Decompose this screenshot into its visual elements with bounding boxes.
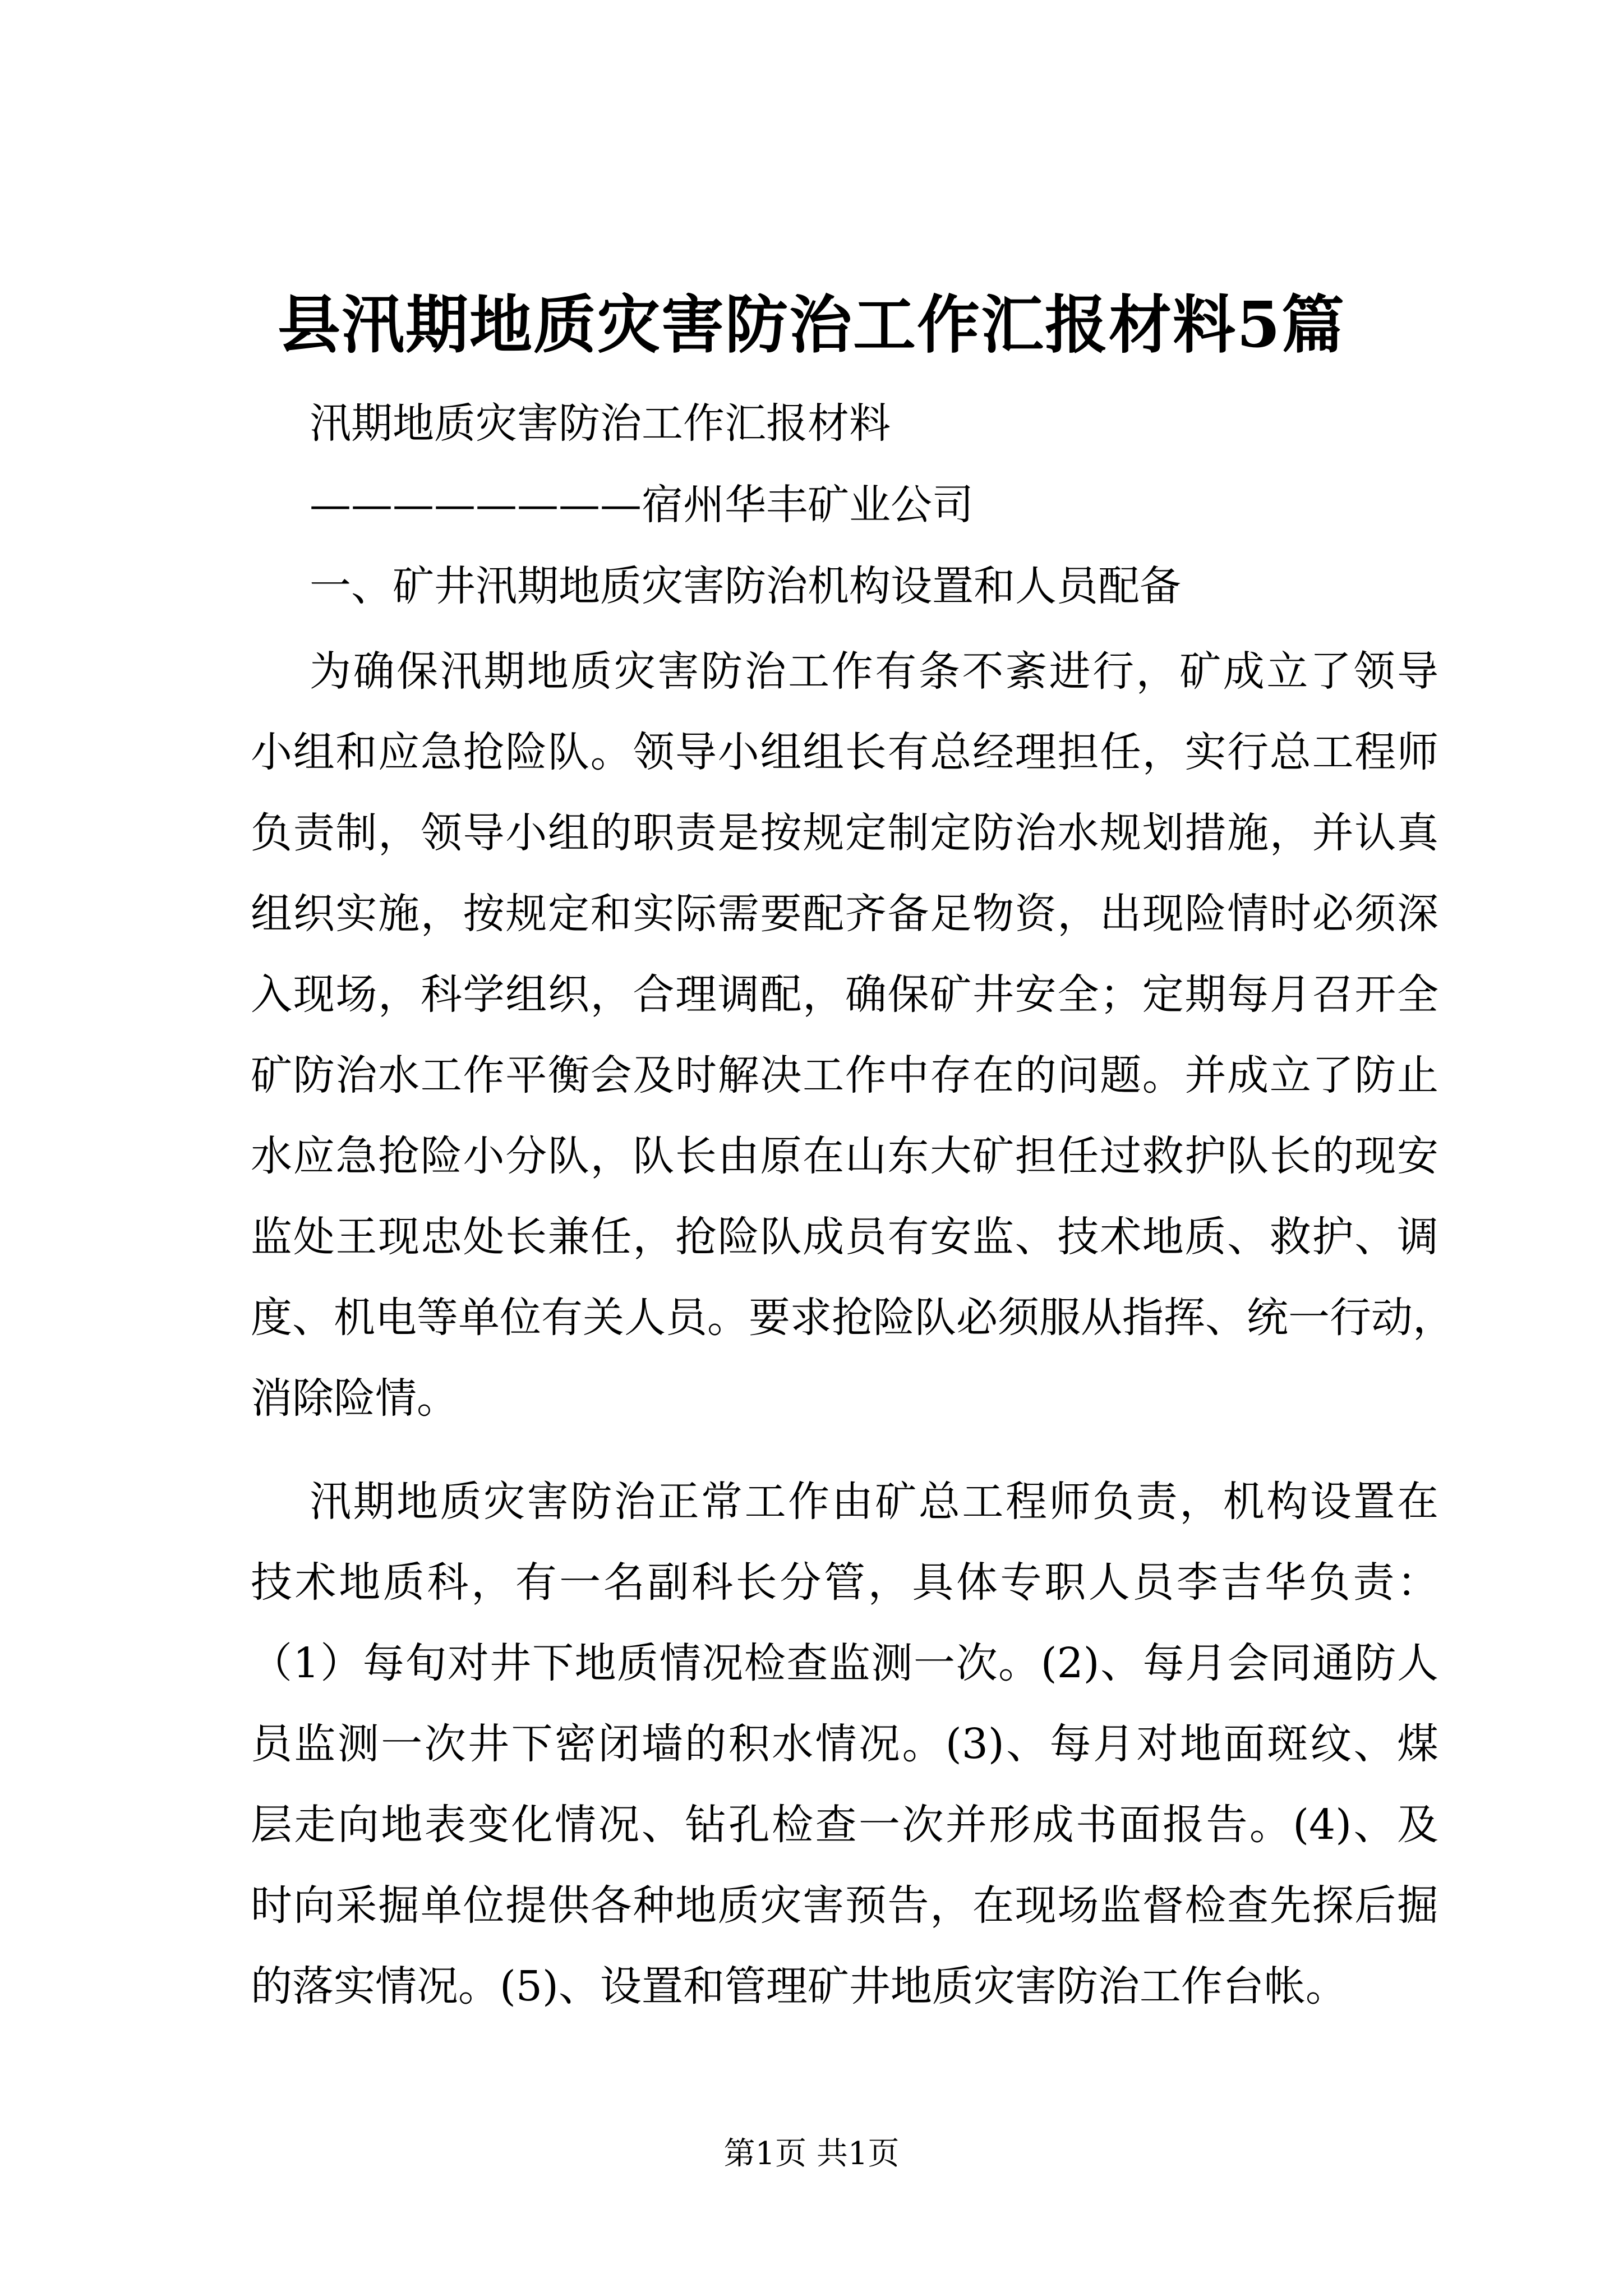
section-heading: 一、矿井汛期地质灾害防治机构设置和人员配备 <box>310 562 1181 610</box>
paragraph-line: 入现场，科学组织，合理调配，确保矿井安全；定期每月召开全 <box>251 970 1438 1019</box>
paragraph-2 <box>251 1461 1438 2027</box>
paragraph-line: 组织实施，按规定和实际需要配齐备足物资，出现险情时必须深 <box>251 890 1438 938</box>
paragraph-line: 层走向地表变化情况、钻孔检查一次并形成书面报告。(4)、及 <box>251 1801 1438 1849</box>
document-title: 县汛期地质灾害防治工作汇报材料5篇 <box>278 288 1345 362</box>
paragraph-line: 时向采掘单位提供各种地质灾害预告，在现场监督检查先探后掘 <box>251 1881 1438 1930</box>
paragraph-line: 监处王现忠处长兼任，抢险队成员有安监、技术地质、救护、调 <box>251 1213 1438 1261</box>
paragraph-line: 汛期地质灾害防治正常工作由矿总工程师负责，机构设置在 <box>310 1478 1438 1526</box>
paragraph-line: 消除险情。 <box>251 1374 458 1423</box>
paragraph-line: 员监测一次井下密闭墙的积水情况。(3)、每月对地面斑纹、煤 <box>251 1720 1438 1768</box>
page-number: 第1页 共1页 <box>723 2136 900 2172</box>
paragraph-line: 为确保汛期地质灾害防治工作有条不紊进行，矿成立了领导 <box>310 647 1438 696</box>
document-subtitle: 汛期地质灾害防治工作汇报材料 <box>310 399 891 448</box>
paragraph-line: 技术地质科，有一名副科长分管，具体专职人员李吉华负责： <box>251 1558 1438 1607</box>
paragraph-line: 度、机电等单位有关人员。要求抢险队必须服从指挥、统一行动， <box>251 1294 1454 1342</box>
paragraph-line: 水应急抢险小分队，队长由原在山东大矿担任过救护队长的现安 <box>251 1132 1438 1180</box>
paragraph-line: （1）每旬对井下地质情况检查监测一次。(2)、每月会同通防人 <box>251 1639 1438 1687</box>
paragraph-line: 负责制，领导小组的职责是按规定制定防治水规划措施，并认真 <box>251 809 1438 857</box>
paragraph-1 <box>251 631 1454 1439</box>
paragraph-line: 小组和应急抢险队。领导小组组长有总经理担任，实行总工程师 <box>251 728 1438 776</box>
paragraph-line: 的落实情况。(5)、设置和管理矿井地质灾害防治工作台帐。 <box>251 1962 1347 2010</box>
document-byline: ————————宿州华丰矿业公司 <box>310 481 974 529</box>
paragraph-line: 矿防治水工作平衡会及时解决工作中存在的问题。并成立了防止 <box>251 1051 1438 1099</box>
